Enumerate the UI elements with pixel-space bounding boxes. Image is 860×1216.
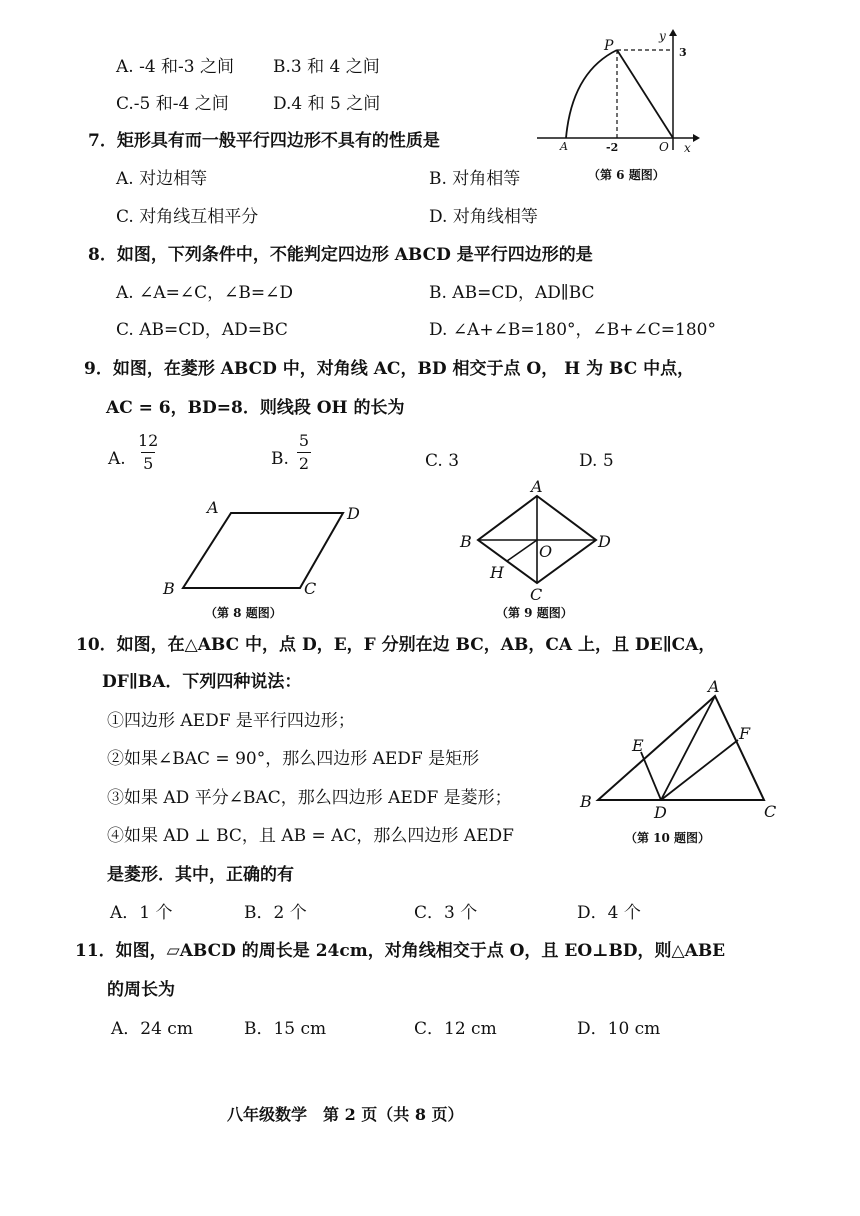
q10-label-e: E <box>632 736 644 755</box>
q9-stem-line1: 9．如图，在菱形 ABCD 中，对角线 AC，BD 相交于点 O， H 为 BC 中点， <box>84 359 695 379</box>
q10-option-c: C．3 个 <box>414 903 478 923</box>
q6-label-3: 3 <box>679 46 687 59</box>
q10-stem-line2: DF∥BA．下列四种说法： <box>102 672 302 692</box>
q8-option-c: C. AB=CD，AD=BC <box>116 320 288 340</box>
q10-segment-de <box>641 752 661 800</box>
q9-stem-line2: AC = 6，BD=8．则线段 OH 的长为 <box>106 398 405 418</box>
q9-option-b-denominator: 2 <box>298 454 310 473</box>
q9-option-b-label: B. <box>271 449 289 469</box>
q10-label-a: A <box>708 677 720 696</box>
q8-label-a: A <box>207 498 219 517</box>
q11-option-a: A．24 cm <box>111 1019 193 1039</box>
q10-option-d: D．4 个 <box>577 903 641 923</box>
q6-label-p: P <box>604 38 614 54</box>
q8-label-b: B <box>163 579 175 598</box>
q8-option-a: A. ∠A=∠C，∠B=∠D <box>116 283 293 303</box>
q9-option-c: C. 3 <box>425 451 460 471</box>
q6-label-neg2: -2 <box>606 141 619 154</box>
q9-label-c: C <box>530 585 543 604</box>
q8-option-b: B. AB=CD，AD∥BC <box>429 283 595 303</box>
q10-statement-1: ①四边形 AEDF 是平行四边形； <box>107 711 355 731</box>
q11-option-b: B．15 cm <box>244 1019 327 1039</box>
q10-statement-4: ④如果 AD ⊥ BC，且 AB = AC，那么四边形 AEDF <box>107 826 514 846</box>
q11-option-c: C．12 cm <box>414 1019 497 1039</box>
page-footer: 八年级数学 第 2 页（共 8 页） <box>227 1105 464 1124</box>
q7-option-d: D. 对角线相等 <box>429 207 538 227</box>
q8-caption: （第 8 题图） <box>205 606 282 620</box>
q9-option-d: D. 5 <box>579 451 614 471</box>
q10-stem-line1: 10．如图，在△ABC 中，点 D，E，F 分别在边 BC，AB，CA 上，且 DE∥CA， <box>76 635 716 655</box>
q6-option-c: C.-5 和-4 之间 <box>116 94 229 114</box>
q6-label-y: y <box>659 29 666 43</box>
q10-stem-end: 是菱形．其中，正确的有 <box>107 865 294 885</box>
q9-label-h: H <box>490 563 504 582</box>
q10-statement-2: ②如果∠BAC = 90°，那么四边形 AEDF 是矩形 <box>107 749 480 769</box>
q10-option-a: A．1 个 <box>110 903 173 923</box>
q8-stem: 8．如图，下列条件中，不能判定四边形 ABCD 是平行四边形的是 <box>88 245 593 265</box>
q10-label-d: D <box>654 803 667 822</box>
q10-caption: （第 10 题图） <box>625 831 711 845</box>
q9-option-b-numerator: 5 <box>298 431 310 450</box>
q9-option-a-numerator: 12 <box>138 431 159 450</box>
q9-option-a-denominator: 5 <box>143 454 154 473</box>
q7-option-a: A. 对边相等 <box>116 169 208 189</box>
q9-label-a: A <box>531 477 543 496</box>
q10-statement-3: ③如果 AD 平分∠BAC，那么四边形 AEDF 是菱形； <box>107 788 512 808</box>
q10-segment-df <box>661 740 738 800</box>
q7-option-b: B. 对角相等 <box>429 169 521 189</box>
q6-option-d: D.4 和 5 之间 <box>273 94 381 114</box>
q6-option-a: A. -4 和-3 之间 <box>116 57 235 77</box>
q6-caption: （第 6 题图） <box>588 168 665 182</box>
q6-label-a: A <box>560 140 568 153</box>
q9-caption: （第 9 题图） <box>496 606 573 620</box>
q10-label-c: C <box>764 802 777 821</box>
q8-label-d: D <box>347 504 360 523</box>
q9-label-b: B <box>460 532 472 551</box>
q10-segment-ad <box>661 696 715 800</box>
q10-label-b: B <box>580 792 592 811</box>
q6-label-x: x <box>684 141 691 155</box>
q9-label-o: O <box>539 542 553 561</box>
q8-label-c: C <box>304 579 317 598</box>
q10-label-f: F <box>739 724 751 743</box>
q6-option-b: B.3 和 4 之间 <box>273 57 380 77</box>
q11-stem-line1: 11．如图，▱ABCD 的周长是 24cm，对角线相交于点 O，且 EO⊥BD，则△ABE <box>75 941 726 961</box>
q7-option-c: C. 对角线互相平分 <box>116 207 259 227</box>
q9-option-a-label: A. <box>108 449 126 469</box>
q6-label-o: O <box>659 140 669 154</box>
q8-option-d: D. ∠A+∠B=180°，∠B+∠C=180° <box>429 320 716 340</box>
q9-label-d: D <box>598 532 611 551</box>
q11-stem-line2: 的周长为 <box>107 980 175 1000</box>
q10-option-b: B．2 个 <box>244 903 307 923</box>
q11-option-d: D．10 cm <box>577 1019 661 1039</box>
q7-stem: 7．矩形具有而一般平行四边形不具有的性质是 <box>88 131 440 151</box>
